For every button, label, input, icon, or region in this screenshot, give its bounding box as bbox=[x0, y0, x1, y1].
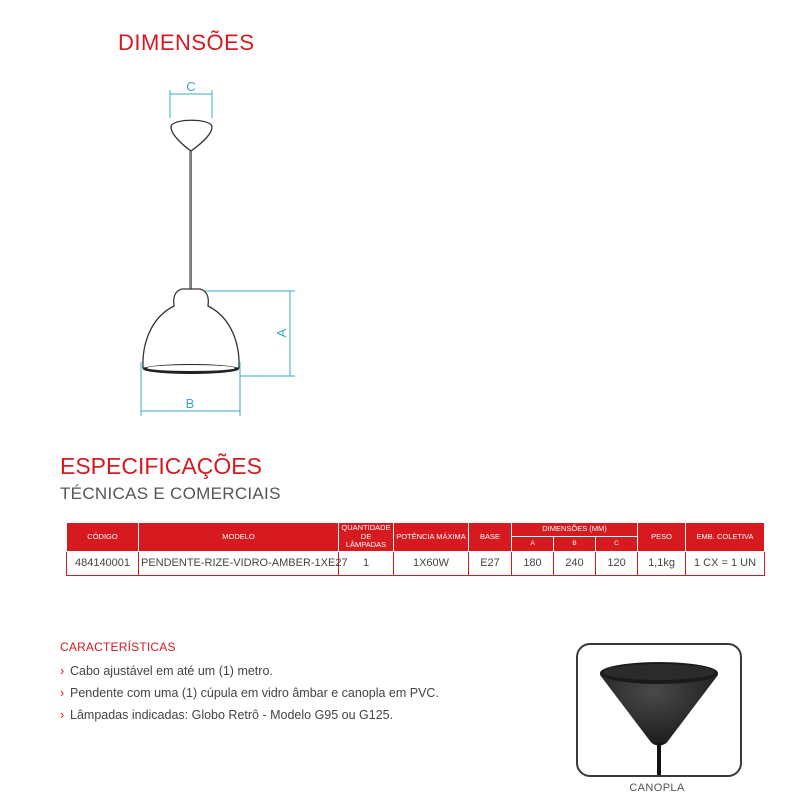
table-row bbox=[67, 551, 765, 575]
specs-title: ESPECIFICAÇÕES bbox=[60, 453, 262, 479]
caracteristicas-title: CARACTERÍSTICAS bbox=[60, 640, 176, 654]
dimension-a-label: A bbox=[274, 328, 289, 338]
cell-dim-b: 240 bbox=[554, 551, 596, 575]
header-potencia: POTÊNCIA MÁXIMA bbox=[394, 523, 469, 552]
cell-potencia: 1X60W bbox=[394, 551, 469, 575]
header-emb: EMB. COLETIVA bbox=[686, 523, 765, 552]
dimensions-title: DIMENSÕES bbox=[118, 30, 255, 55]
header-codigo: CÓDIGO bbox=[67, 523, 139, 552]
cell-emb: 1 CX = 1 UN bbox=[686, 551, 765, 575]
canopla-label: CANOPLA bbox=[629, 782, 685, 794]
header-base: BASE bbox=[469, 523, 512, 552]
cell-modelo: PENDENTE-RIZE-VIDRO-AMBER-1XE27 bbox=[139, 551, 339, 575]
dimension-b-label: B bbox=[185, 396, 195, 411]
header-dim-b: B bbox=[554, 536, 596, 551]
canopla-image-frame bbox=[576, 643, 742, 777]
specs-subtitle: TÉCNICAS E COMERCIAIS bbox=[60, 484, 281, 503]
cell-peso: 1,1kg bbox=[638, 551, 686, 575]
list-item bbox=[60, 682, 460, 704]
chevron-right-icon: › bbox=[60, 664, 65, 678]
cell-codigo: 484140001 bbox=[67, 551, 139, 575]
list-item bbox=[60, 704, 460, 726]
header-peso: PESO bbox=[638, 523, 686, 552]
caracteristicas-list bbox=[60, 660, 460, 726]
cell-dim-a: 180 bbox=[512, 551, 554, 575]
list-item-text: Pendente com uma (1) cúpula em vidro âmbar e canopla em PVC. bbox=[70, 686, 439, 700]
cell-dim-c: 120 bbox=[596, 551, 638, 575]
header-dim-a: A bbox=[512, 536, 554, 551]
table-header-row bbox=[67, 523, 765, 537]
header-dimensoes: DIMENSÕES (MM) bbox=[512, 523, 638, 537]
spec-table bbox=[66, 522, 765, 576]
header-modelo: MODELO bbox=[139, 523, 339, 552]
header-quantidade: QUANTIDADE DE LÂMPADAS bbox=[339, 523, 394, 552]
chevron-right-icon: › bbox=[60, 708, 65, 722]
header-dim-c: C bbox=[596, 536, 638, 551]
canopy-shape bbox=[171, 120, 212, 151]
list-item-text: Lâmpadas indicadas: Globo Retrô - Modelo G95 ou G125. bbox=[70, 708, 394, 722]
lamp-shade-shape bbox=[143, 289, 239, 368]
list-item bbox=[60, 660, 460, 682]
dimension-c bbox=[170, 90, 212, 118]
chevron-right-icon: › bbox=[60, 686, 65, 700]
cell-base: E27 bbox=[469, 551, 512, 575]
cell-quantidade: 1 bbox=[339, 551, 394, 575]
canopla-image bbox=[578, 645, 740, 775]
dimension-c-label: C bbox=[186, 79, 196, 94]
list-item-text: Cabo ajustável em até um (1) metro. bbox=[70, 664, 273, 678]
